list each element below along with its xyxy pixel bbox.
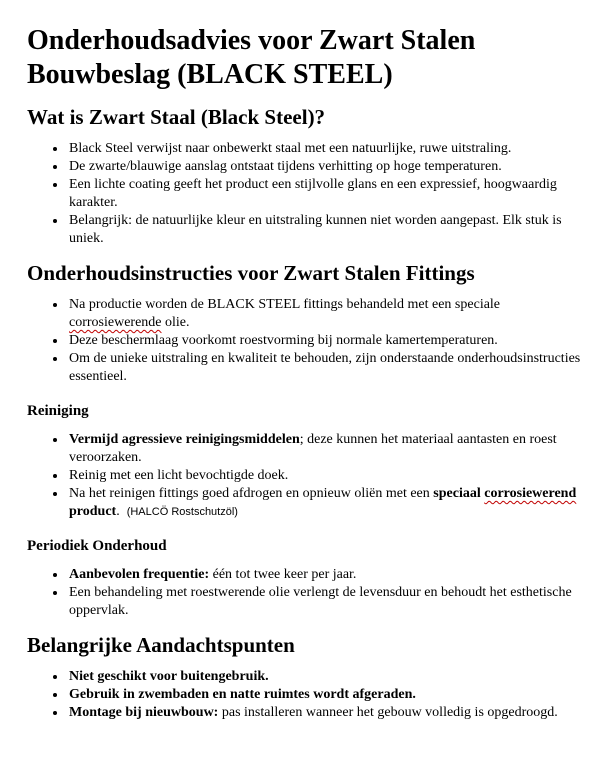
list-item <box>67 431 581 467</box>
list-item-text: . <box>116 504 120 519</box>
list-item-text: Montage bij nieuwbouw: <box>69 705 219 720</box>
list-item <box>67 212 581 248</box>
bullet-list-periodiek-onderhoud <box>27 566 581 620</box>
list-item <box>67 566 581 584</box>
list-item-text: ; deze kunnen het materiaal aantasten en roest veroorzaken. <box>69 432 557 465</box>
list-item-text: Vermijd agressieve reinigingsmiddelen <box>69 432 300 447</box>
list-item-text: Na productie worden de BLACK STEEL fittings behandeld met een speciale <box>69 297 501 312</box>
spellcheck-flagged-text: corrosiewerende <box>69 315 162 330</box>
list-item <box>67 668 581 686</box>
list-item <box>67 332 581 350</box>
section-heading-wat-is-zwart-staal: Wat is Zwart Staal (Black Steel)? <box>27 105 326 129</box>
list-item <box>67 140 581 158</box>
list-item <box>67 350 581 386</box>
list-item-text: Belangrijk: de natuurlijke kleur en uitstraling kunnen niet worden aangepast. Elk stuk is uniek. <box>69 213 562 246</box>
list-item <box>67 158 581 176</box>
list-item <box>67 296 581 332</box>
list-item-text: Gebruik in zwembaden en natte ruimtes wordt afgeraden. <box>69 687 416 702</box>
list-item-text: De zwarte/blauwige aanslag ontstaat tijdens verhitting op hoge temperaturen. <box>69 159 502 174</box>
list-item <box>67 686 581 704</box>
bullet-list-reiniging <box>27 431 581 521</box>
list-item <box>67 485 581 521</box>
section-heading-onderhoudsinstructies: Onderhoudsinstructies voor Zwart Stalen Fittings <box>27 261 475 285</box>
bullet-list-aandachtspunten <box>27 668 581 722</box>
spellcheck-flagged-text: corrosiewerend <box>484 486 577 501</box>
list-item-text: Na het reinigen fittings goed afdrogen en opnieuw oliën met een <box>69 486 434 501</box>
document-body <box>27 104 581 722</box>
list-item-text: Niet geschikt voor buitengebruik. <box>69 669 269 684</box>
section-heading-belangrijke-aandachtspunten: Belangrijke Aandachtspunten <box>27 633 295 657</box>
list-item-text: Aanbevolen frequentie: <box>69 567 210 582</box>
list-item-text: Deze beschermlaag voorkomt roestvorming bij normale kamertemperaturen. <box>69 333 498 348</box>
list-item-text: Om de unieke uitstraling en kwaliteit te behouden, zijn onderstaande onderhoudsinstructies essentieel. <box>69 351 581 384</box>
subsection-heading-periodiek-onderhoud: Periodiek Onderhoud <box>27 538 167 554</box>
list-item-text: Een behandeling met roestwerende olie verlengt de levensduur en behoudt het esthetische oppervlak. <box>69 585 572 618</box>
list-item <box>67 467 581 485</box>
list-item-text: Een lichte coating geeft het product een stijlvolle glans en een expressief, hoogwaardig karakter. <box>69 177 557 210</box>
bullet-list-zwart-staal <box>27 140 581 248</box>
list-item <box>67 584 581 620</box>
list-item <box>67 704 581 722</box>
list-item-text: product <box>69 504 117 519</box>
list-item-text: pas installeren wanneer het gebouw volledig is opgedroogd. <box>218 705 558 720</box>
list-item <box>67 176 581 212</box>
document-title: Onderhoudsadvies voor Zwart Stalen Bouwbeslag (BLACK STEEL) <box>27 25 476 90</box>
list-item-text: speciaal <box>433 486 485 501</box>
list-item-text: Black Steel verwijst naar onbewerkt staal met een natuurlijke, ruwe uitstraling. <box>69 141 512 156</box>
product-note-text: (HALCÖ Rostschutzöl) <box>126 506 238 518</box>
list-item-text: olie. <box>161 315 190 330</box>
list-item-text: één tot twee keer per jaar. <box>209 567 357 582</box>
list-item-text: Reinig met een licht bevochtigde doek. <box>69 468 289 483</box>
subsection-heading-reiniging: Reiniging <box>27 403 89 419</box>
bullet-list-onderhoudsinstructies <box>27 296 581 386</box>
